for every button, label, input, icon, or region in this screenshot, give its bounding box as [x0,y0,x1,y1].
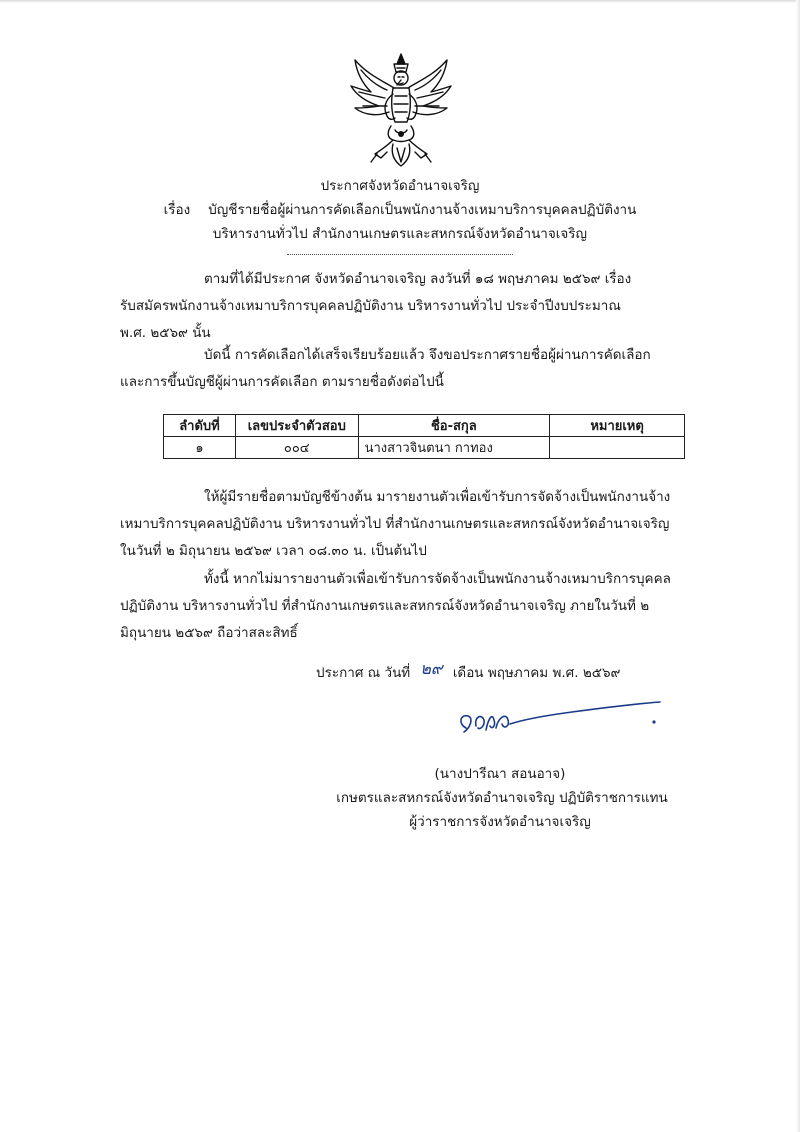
column-header-remark: หมายเหตุ [550,415,685,437]
paragraph-forfeit [120,566,680,647]
signatory-name: (นางปารีณา สอนอาจ) [434,766,566,782]
cell-order: ๑ [164,437,236,459]
table-header-row [164,415,685,437]
paragraph-line: ปฏิบัติงาน บริหารงานทั่วไป ที่สำนักงานเกษตรและสหกรณ์จังหวัดอำนาจเจริญ ภายในวันที่ ๒ [120,598,650,614]
subject-text-line1: บัญชีรายชื่อผู้ผ่านการคัดเลือกเป็นพนักงานจ้างเหมาบริการบุคคลปฏิบัติงาน [208,202,637,218]
scan-edge-right [796,0,800,1132]
handwritten-signature [452,690,672,740]
cell-remark [550,437,685,459]
signatory-position-governor: ผู้ว่าราชการจังหวัดอำนาจเจริญ [409,814,591,830]
paragraph-line: ตามที่ได้มีประกาศ จังหวัดอำนาจเจริญ ลงวันที่ ๑๘ พฤษภาคม ๒๕๖๙ เรื่อง [204,271,632,287]
paragraph-line: และการขึ้นบัญชีผู้ผ่านการคัดเลือก ตามรายชื่อดังต่อไปนี้ [120,374,444,390]
paragraph-line: รับสมัครพนักงานจ้างเหมาบริการบุคคลปฏิบัติงาน บริหารงานทั่วไป ประจำปีงบประมาณ [120,298,621,314]
column-header-name: ชื่อ-สกุล [358,415,550,437]
results-table [163,414,685,459]
paragraph-line: เหมาบริการบุคคลปฏิบัติงาน บริหารงานทั่วไป ที่สำนักงานเกษตรและสหกรณ์จังหวัดอำนาจเจริญ [120,516,670,532]
paragraph-report [120,484,680,565]
subject-label: เรื่อง [163,202,191,218]
scan-edge-top [0,0,800,3]
column-header-order: ลำดับที่ [164,415,236,437]
subject-line [0,200,800,220]
paragraph-result [120,342,680,396]
paragraph-line: ในวันที่ ๒ มิถุนายน ๒๕๖๙ เวลา ๐๘.๓๐ น. เป็นต้นไป [120,543,427,559]
column-header-exam-id: เลขประจำตัวสอบ [235,415,358,437]
subject-text-line2: บริหารงานทั่วไป สำนักงานเกษตรและสหกรณ์จังหวัดอำนาจเจริญ [212,226,588,242]
cell-name: นางสาวจินตนา กาทอง [358,437,550,459]
table-row [164,437,685,459]
paragraph-reference [120,266,680,347]
paragraph-line: บัดนี้ การคัดเลือกได้เสร็จเรียบร้อยแล้ว จึงขอประกาศรายชื่อผู้ผ่านการคัดเลือก [204,347,651,363]
announcement-heading: ประกาศจังหวัดอำนาจเจริญ [320,178,480,194]
announce-date-suffix: เดือน พฤษภาคม พ.ศ. ๒๕๖๙ [452,665,621,681]
announce-date-prefix: ประกาศ ณ วันที่ [316,665,411,681]
signatory-block [300,762,700,834]
signatory-position: เกษตรและสหกรณ์จังหวัดอำนาจเจริญ ปฏิบัติราชการแทน [336,790,668,806]
announce-date-day: ๒๙ [420,659,443,678]
announce-date [316,660,620,685]
paragraph-line: พ.ศ. ๒๕๖๙ นั้น [120,325,211,341]
paragraph-line: มิถุนายน ๒๕๖๙ ถือว่าสละสิทธิ์ [120,625,298,641]
paragraph-line: ทั้งนี้ หากไม่มารายงานตัวเพื่อเข้ารับการจัดจ้างเป็นพนักงานจ้างเหมาบริการบุคคล [204,571,671,587]
paragraph-line: ให้ผู้มีรายชื่อตามบัญชีข้างต้น มารายงานตัวเพื่อเข้ารับการจัดจ้างเป็นพนักงานจ้าง [204,489,671,505]
garuda-emblem-icon [347,50,455,168]
header-divider [287,254,513,255]
cell-exam-id: ๐๐๔ [235,437,358,459]
